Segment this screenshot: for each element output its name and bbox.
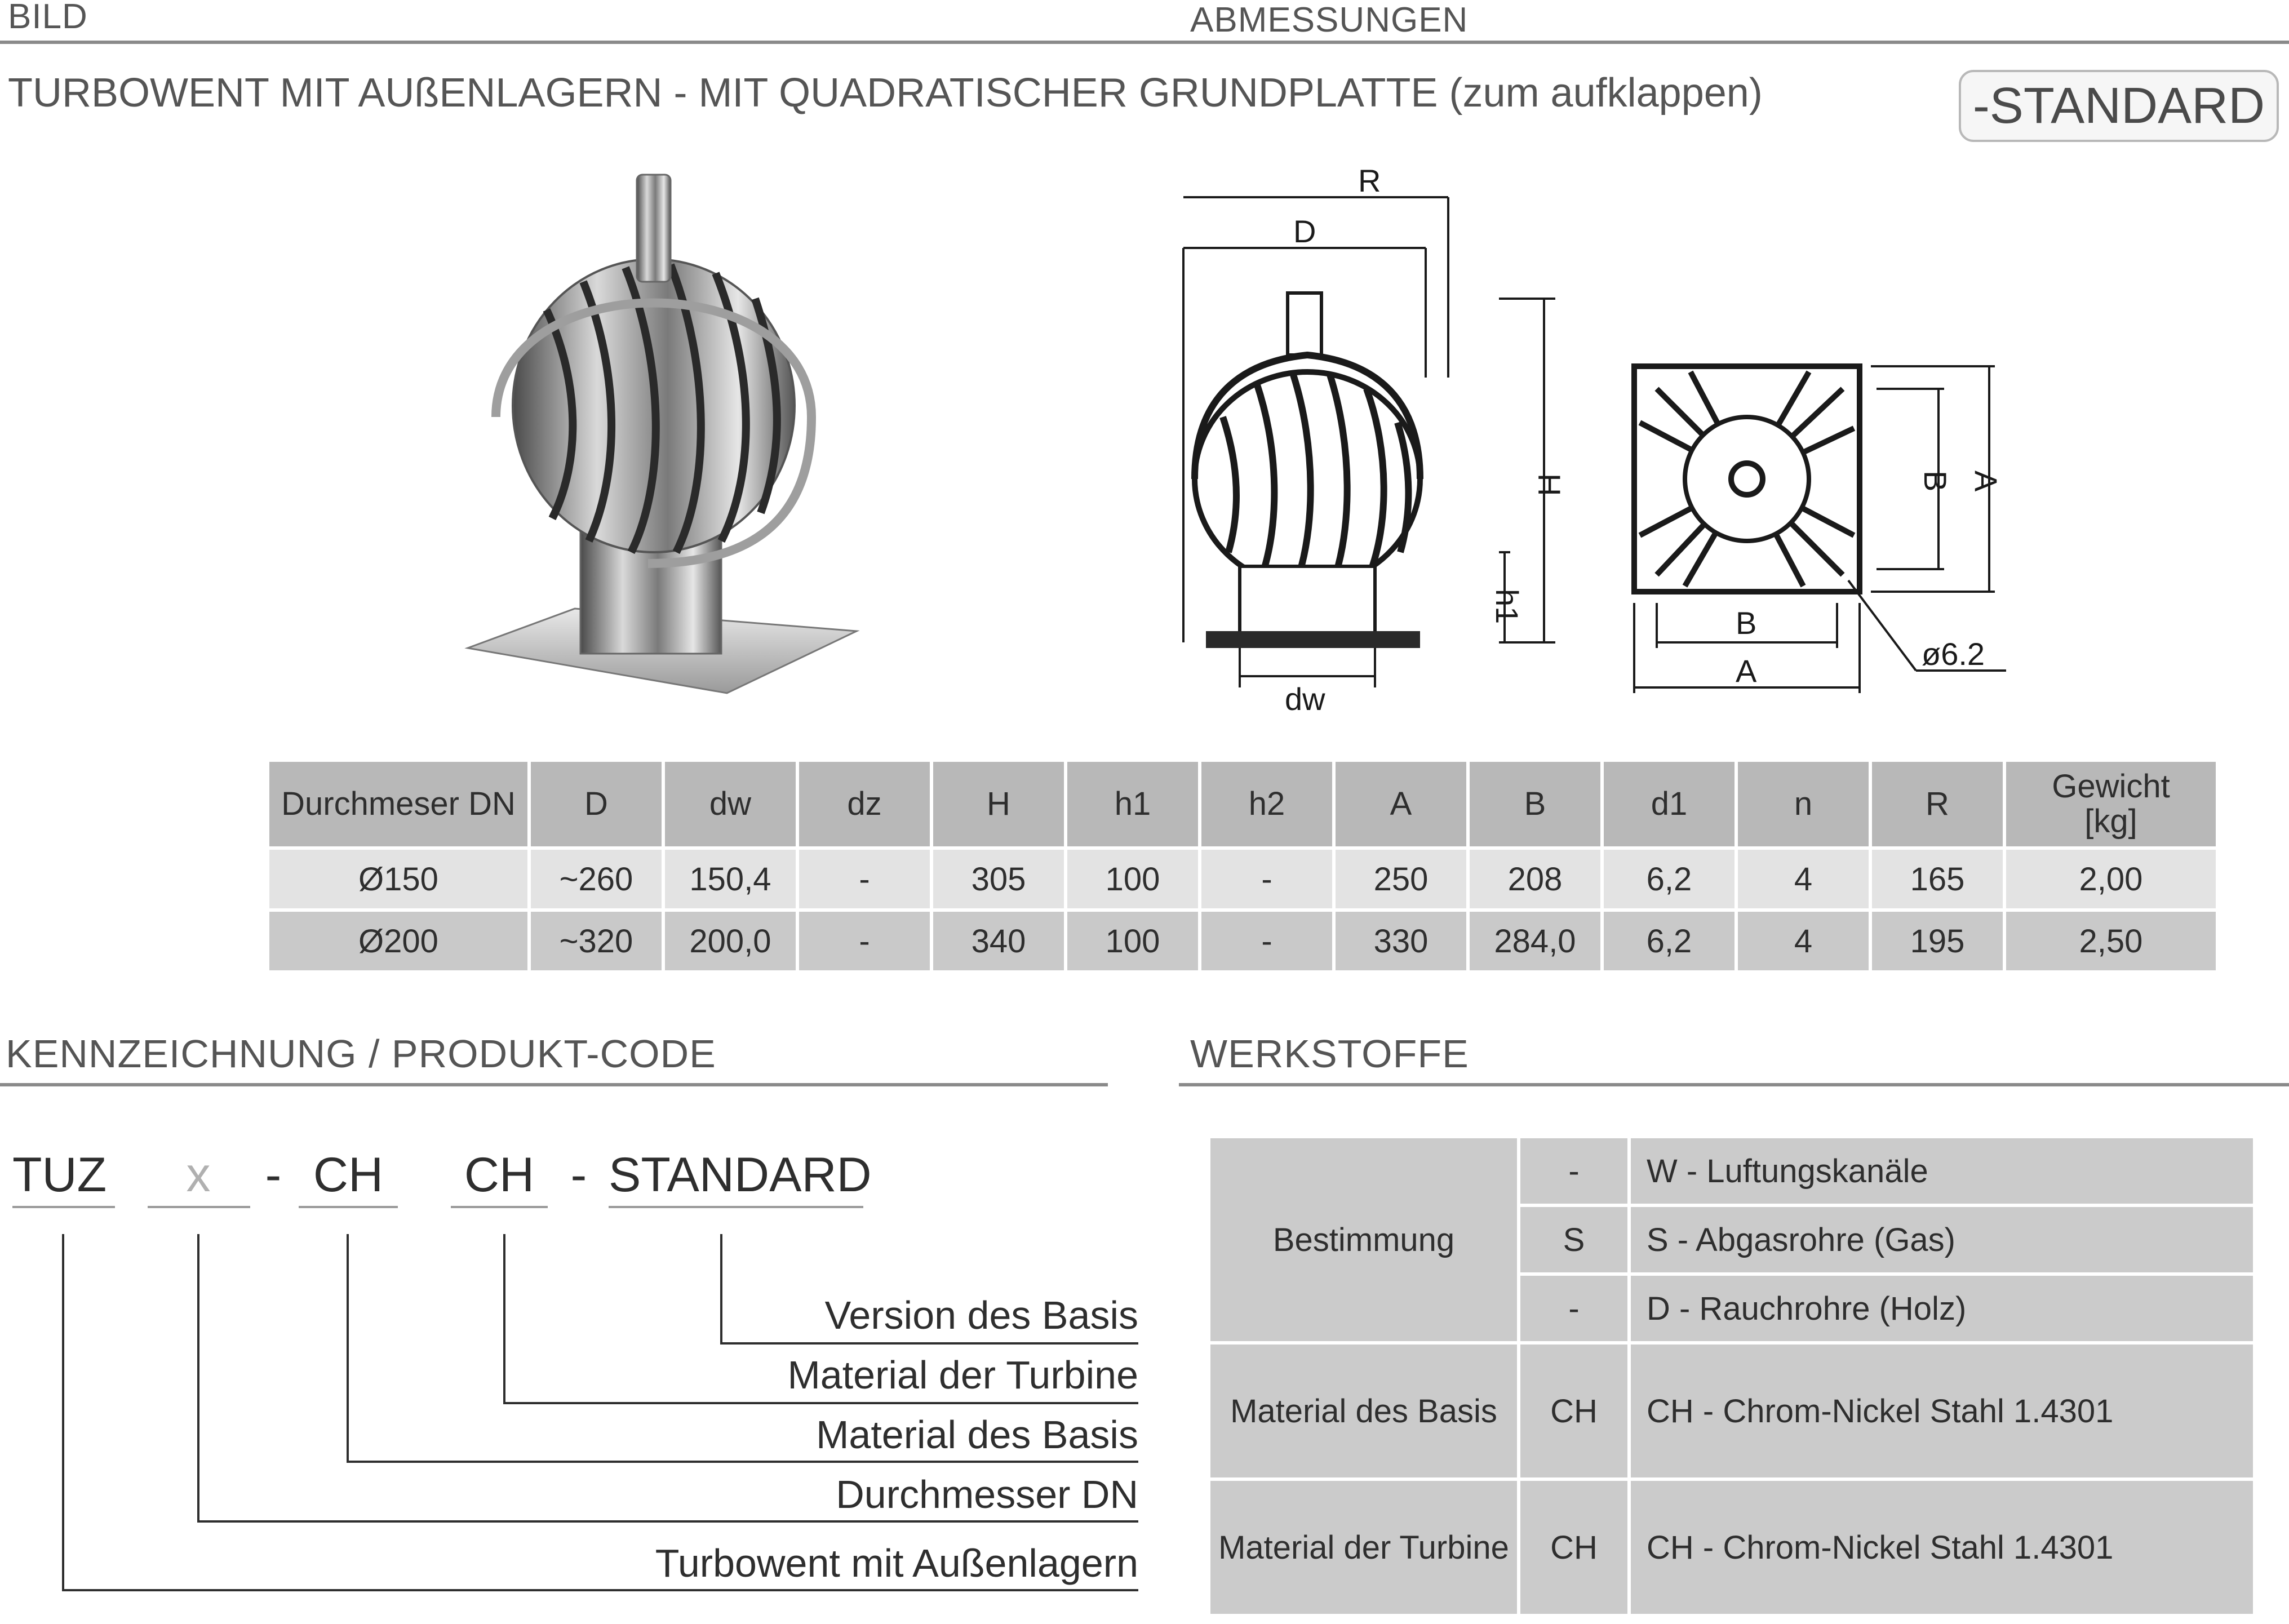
code-label-turbine-material: Material der Turbine: [787, 1353, 1138, 1397]
section-label-abmessungen: ABMESSUNGEN: [1190, 1, 1469, 39]
table-cell: -: [799, 850, 930, 908]
code-underline: [451, 1206, 548, 1208]
code-separator: -: [570, 1148, 587, 1202]
materials-section-rule: [1179, 1083, 2289, 1086]
table-cell: 4: [1738, 912, 1869, 970]
dim-label-R: R: [1358, 163, 1381, 198]
page-title: TURBOWENT MIT AUßENLAGERN - MIT QUADRATISCHER GRUNDPLATTE (zum aufklappen): [8, 70, 1763, 116]
table-cell: 195: [1872, 912, 2003, 970]
table-row: [1210, 1138, 2253, 1204]
table-cell: ~320: [531, 912, 662, 970]
code-label-version: Version des Basis: [824, 1293, 1138, 1337]
leader-line: [720, 1342, 1138, 1345]
col-header: H: [933, 762, 1064, 846]
table-row: [1210, 1345, 2253, 1477]
materials-code-cell: -: [1520, 1276, 1627, 1341]
col-header: B: [1470, 762, 1600, 846]
code-part-tuz: TUZ: [12, 1148, 107, 1202]
col-header: h1: [1067, 762, 1198, 846]
leader-line: [347, 1461, 1138, 1463]
table-row: [269, 912, 2216, 970]
code-underline: [12, 1206, 115, 1208]
table-cell: 208: [1470, 850, 1600, 908]
dim-label-hole: ø6.2: [1922, 636, 1985, 672]
col-header: R: [1872, 762, 2003, 846]
col-header: dw: [665, 762, 796, 846]
table-cell: 150,4: [665, 850, 796, 908]
table-cell: 340: [933, 912, 1064, 970]
dim-label-B: B: [1736, 605, 1757, 641]
materials-desc-cell: D - Rauchrohre (Holz): [1631, 1276, 2253, 1341]
specs-header-row: [269, 762, 2216, 846]
table-cell: ~260: [531, 850, 662, 908]
col-header: n: [1738, 762, 1869, 846]
top-view-drawing: [1623, 332, 2029, 704]
materials-desc-cell: CH - Chrom-Nickel Stahl 1.4301: [1631, 1345, 2253, 1477]
leader-line: [347, 1234, 349, 1463]
product-photo: [462, 169, 868, 704]
materials-group-cell: Material der Turbine: [1210, 1481, 1517, 1614]
leader-line: [197, 1234, 199, 1523]
code-part-turbine-material: CH: [464, 1148, 535, 1202]
leader-line: [197, 1520, 1138, 1523]
col-header: d1: [1604, 762, 1735, 846]
leader-line: [62, 1589, 1138, 1591]
table-cell: 100: [1067, 912, 1198, 970]
code-label-diameter: Durchmesser DN: [836, 1472, 1138, 1516]
dim-label-h1: h1: [1489, 589, 1525, 624]
table-cell: 165: [1872, 850, 2003, 908]
code-part-diameter: x: [186, 1148, 211, 1202]
leader-line: [503, 1402, 1138, 1404]
table-row: [1210, 1481, 2253, 1614]
code-part-version: STANDARD: [609, 1148, 872, 1202]
materials-code-cell: -: [1520, 1138, 1627, 1204]
table-cell: -: [1201, 912, 1332, 970]
table-cell: Ø150: [269, 850, 527, 908]
materials-group-cell: Bestimmung: [1210, 1138, 1517, 1341]
leader-line: [62, 1234, 64, 1591]
materials-group-cell: Material des Basis: [1210, 1345, 1517, 1477]
materials-section-title: WERKSTOFFE: [1190, 1032, 1469, 1076]
table-cell: 100: [1067, 850, 1198, 908]
table-cell: 200,0: [665, 912, 796, 970]
dim-label-H: H: [1532, 473, 1567, 496]
table-cell: -: [799, 912, 930, 970]
specs-table: [266, 758, 2219, 974]
code-underline: [148, 1206, 250, 1208]
dim-label-A: A: [1736, 653, 1757, 689]
code-label-product: Turbowent mit Außenlagern: [655, 1541, 1138, 1585]
table-cell: 250: [1336, 850, 1466, 908]
materials-desc-cell: W - Luftungskanäle: [1631, 1138, 2253, 1204]
code-label-base-material: Material des Basis: [816, 1413, 1138, 1457]
section-label-bild: BILD: [8, 0, 88, 36]
side-view-drawing: [1172, 163, 1600, 716]
dim-label-B-side: B: [1918, 471, 1953, 492]
col-header: D: [531, 762, 662, 846]
leader-line: [720, 1234, 722, 1345]
col-header: dz: [799, 762, 930, 846]
materials-table: [1207, 1135, 2256, 1617]
materials-desc-cell: S - Abgasrohre (Gas): [1631, 1207, 2253, 1272]
table-cell: Ø200: [269, 912, 527, 970]
table-row: [269, 850, 2216, 908]
code-section-rule: [0, 1083, 1108, 1086]
leader-line: [503, 1234, 505, 1404]
header-rule: [0, 41, 2289, 44]
table-cell: 2,50: [2006, 912, 2216, 970]
materials-code-cell: CH: [1520, 1345, 1627, 1477]
table-cell: 4: [1738, 850, 1869, 908]
table-cell: 330: [1336, 912, 1466, 970]
code-section-title: KENNZEICHNUNG / PRODUKT-CODE: [6, 1032, 716, 1076]
col-header-weight: Gewicht [kg]: [2006, 762, 2216, 846]
col-header: h2: [1201, 762, 1332, 846]
col-header: A: [1336, 762, 1466, 846]
code-underline: [609, 1206, 863, 1208]
table-cell: 6,2: [1604, 850, 1735, 908]
code-part-base-material: CH: [313, 1148, 384, 1202]
table-cell: 2,00: [2006, 850, 2216, 908]
dim-label-D: D: [1293, 214, 1316, 249]
standard-badge: -STANDARD: [1959, 70, 2279, 142]
code-separator: -: [265, 1148, 282, 1202]
table-cell: -: [1201, 850, 1332, 908]
code-underline: [299, 1206, 398, 1208]
materials-code-cell: CH: [1520, 1481, 1627, 1614]
table-cell: 305: [933, 850, 1064, 908]
materials-desc-cell: CH - Chrom-Nickel Stahl 1.4301: [1631, 1481, 2253, 1614]
materials-code-cell: S: [1520, 1207, 1627, 1272]
dim-label-A-side: A: [1968, 471, 2004, 492]
col-header: Durchmeser DN: [269, 762, 527, 846]
table-cell: 6,2: [1604, 912, 1735, 970]
table-cell: 284,0: [1470, 912, 1600, 970]
dim-label-dw: dw: [1285, 681, 1325, 716]
